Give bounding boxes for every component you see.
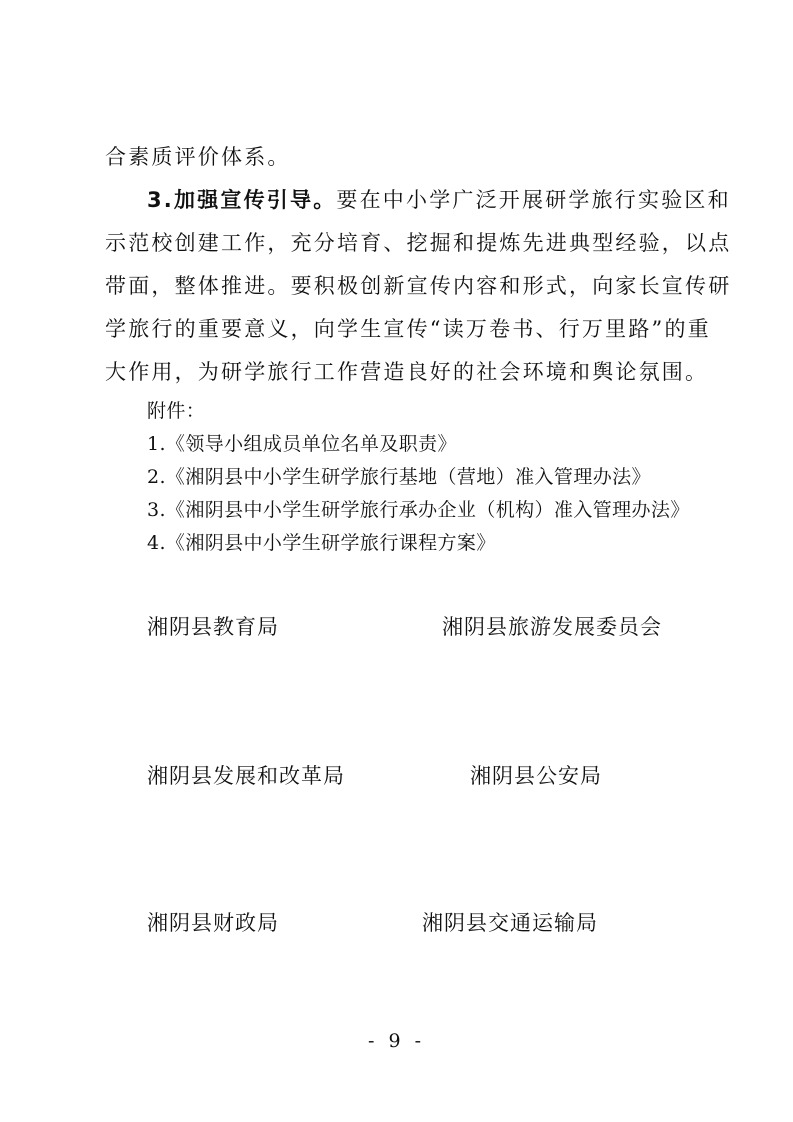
- signatory-tourism-committee: 湘阴县旅游发展委员会: [442, 615, 662, 639]
- paragraph-3-line-3: 带面，整体推进。要积极创新宣传内容和形式，向家长宣传研: [105, 274, 732, 298]
- attachments-label: 附件：: [147, 400, 206, 422]
- attachment-item-2: 2.《湘阴县中小学生研学旅行基地（营地）准入管理办法》: [147, 466, 651, 488]
- page-number: - 9 -: [367, 1030, 425, 1052]
- signatory-finance-bureau: 湘阴县财政局: [147, 911, 279, 935]
- attachment-item-4: 4.《湘阴县中小学生研学旅行课程方案》: [147, 532, 496, 554]
- attachment-item-1: 1.《领导小组成员单位名单及职责》: [147, 433, 457, 455]
- paragraph-3-line-4: 学旅行的重要意义，向学生宣传“读万卷书、行万里路”的重: [105, 317, 711, 341]
- paragraph-3-line-2: 示范校创建工作，充分培育、挖掘和提炼先进典型经验，以点: [105, 231, 732, 255]
- attachment-item-3: 3.《湘阴县中小学生研学旅行承办企业（机构）准入管理办法》: [147, 499, 690, 521]
- signatory-transportation-bureau: 湘阴县交通运输局: [422, 911, 598, 935]
- body-line-1: 合素质评价体系。: [105, 145, 291, 169]
- signatory-education-bureau: 湘阴县教育局: [147, 615, 279, 639]
- signatory-public-security-bureau: 湘阴县公安局: [470, 764, 602, 788]
- paragraph-3-line-1-text: 要在中小学广泛开展研学旅行实验区和: [336, 188, 731, 212]
- paragraph-3-line-1: [147, 190, 731, 211]
- paragraph-3-heading: 3.加强宣传引导。: [147, 188, 337, 212]
- signatory-development-reform-bureau: 湘阴县发展和改革局: [147, 764, 345, 788]
- paragraph-3-line-5: 大作用，为研学旅行工作营造良好的社会环境和舆论氛围。: [105, 360, 709, 384]
